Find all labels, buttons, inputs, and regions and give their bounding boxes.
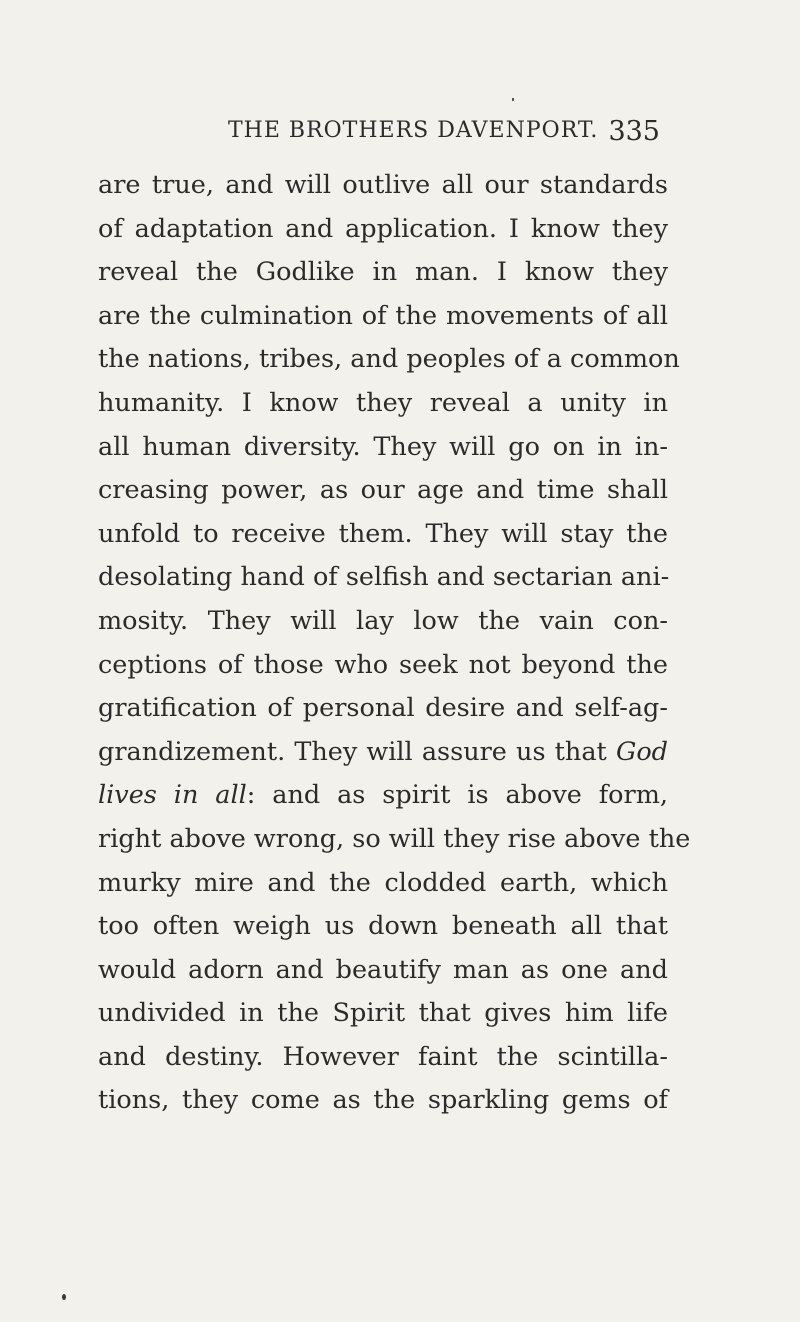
text-line: the nations, tribes, and peoples of a common <box>98 344 680 375</box>
text-line: would adorn and beautify man as one and <box>98 954 668 985</box>
text-line: too often weigh us down beneath all that <box>98 911 668 942</box>
text-line: creasing power, as our age and time shall <box>98 475 668 506</box>
text-line: all human diversity. They will go on in in- <box>98 431 668 462</box>
text-line: right above wrong, so will they rise above the <box>98 823 691 854</box>
text-line: are true, and will outlive all our standards <box>98 170 668 200</box>
text-line <box>98 731 668 775</box>
running-head <box>228 118 660 158</box>
italic-phrase: lives in all <box>98 780 247 811</box>
text-line: mosity. They will lay low the vain con- <box>98 605 668 636</box>
text-line: tions, they come as the sparkling gems of <box>98 1085 668 1116</box>
page-number: 335 <box>608 116 660 147</box>
print-mark <box>512 98 514 101</box>
italic-phrase: God <box>615 736 668 767</box>
text-line <box>98 774 668 818</box>
text-line: unfold to receive them. They will stay the <box>98 518 668 549</box>
text-line: are the culmination of the movements of all <box>98 300 668 331</box>
body-text <box>98 164 691 1123</box>
text-line: murky mire and the clodded earth, which <box>98 867 668 898</box>
text-line: gratification of personal desire and self-ag- <box>98 693 668 724</box>
text-line: humanity. I know they reveal a unity in <box>98 387 668 418</box>
ink-speck <box>62 1294 66 1300</box>
text-line: of adaptation and application. I know they <box>98 213 668 244</box>
text-line: undivided in the Spirit that gives him life <box>98 998 668 1029</box>
text-line: reveal the Godlike in man. I know they <box>98 257 668 288</box>
text-line: ceptions of those who seek not beyond the <box>98 649 668 680</box>
text-segment: grandizement. They will assure us that <box>98 736 607 767</box>
text-segment: : and as spirit is above form, <box>246 780 668 811</box>
running-title: THE BROTHERS DAVENPORT. <box>228 118 599 143</box>
text-line: desolating hand of selfish and sectarian ani- <box>98 562 670 593</box>
text-line: and destiny. However faint the scintilla- <box>98 1041 668 1072</box>
